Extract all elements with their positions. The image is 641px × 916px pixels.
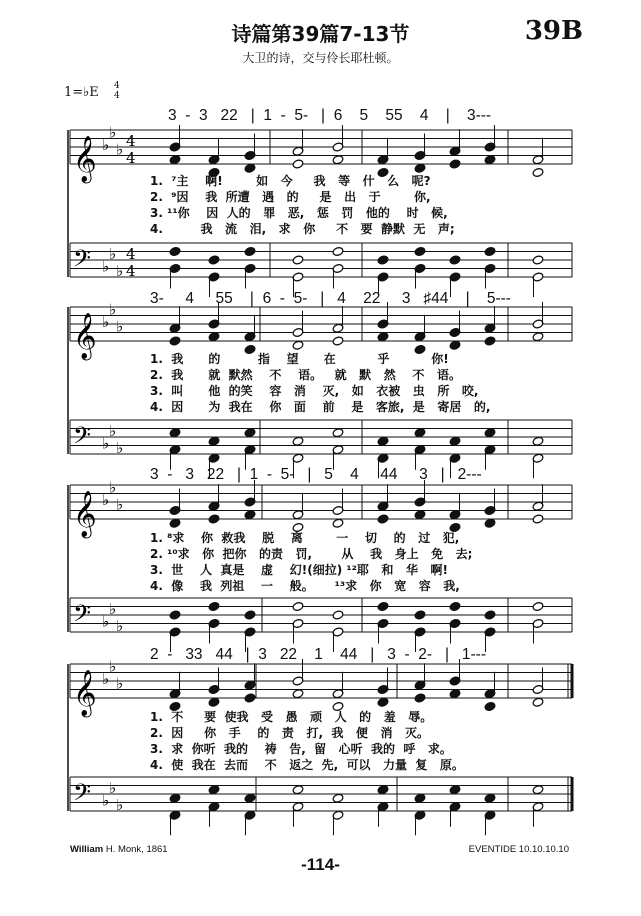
lyric-line-1-1: 1. ⁷主 啊! 如 今 我 等 什 么 呢? [150,174,431,188]
treble-note-lower [332,518,344,528]
flat-icon: ♭ [109,478,117,497]
bass-note [292,601,304,611]
bass-note [292,785,304,795]
treble-note-lower [169,155,181,165]
bass-clef-icon: 𝄢 [73,244,92,278]
treble-clef-icon: 𝄞 [73,313,97,359]
bass-note [377,601,389,611]
bass-note [414,793,426,803]
flat-icon: ♭ [116,795,124,814]
flat-icon: ♭ [109,244,117,263]
bass-note [414,428,426,438]
lyric-line-1-4: 4. 我 流 泪, 求 你 不 要 静默 无 声; [150,222,455,236]
treble-note-lower [532,332,544,342]
bass-note [169,428,181,438]
lyric-line-4-4: 4. 使 我在 去而 不 返之 先, 可以 力量 复 原。 [150,758,464,772]
treble-note-lower [449,689,461,699]
bass-note [449,436,461,446]
flat-icon: ♭ [102,612,110,631]
bass-note [332,793,344,803]
lyric-line-2-2: 2. 我 就 默然 不 语。 就 默 然 不 语。 [150,368,461,382]
bass-note [414,610,426,620]
treble-note-lower [414,693,426,703]
bass-note [169,246,181,256]
treble-note-lower [332,336,344,346]
flat-icon: ♭ [102,136,110,154]
meter-bottom: 4 [114,91,120,101]
composer-credit [70,844,168,855]
jianpu-line-2: 3- 4 55 | 6 - 5- | 4 22 3 ♯44 | 5--- [150,290,511,307]
lyric-line-2-4: 4. 因 为 我在 你 面 前 是 客旅, 是 寄居 的, [150,400,491,414]
treble-note-lower [244,510,256,520]
treble-note-lower [244,693,256,703]
flat-icon: ♭ [116,261,124,280]
treble-note-lower [484,518,496,528]
bass-note [244,246,256,256]
flat-icon: ♭ [109,123,117,142]
treble-note-lower [532,167,544,177]
bass-note [484,793,496,803]
lyric-line-3-2: 2. ¹⁰求 你 把你 的责 罚, 从 我 身上 免 去; [150,547,473,561]
bass-note [449,601,461,611]
time-sig-bottom: 4 [126,149,136,167]
time-sig-top: 4 [126,245,136,263]
bass-note [169,793,181,803]
treble-note-lower [169,336,181,346]
treble-note-lower [332,155,344,165]
flat-icon: ♭ [109,599,117,618]
flat-icon: ♭ [109,657,117,676]
flat-icon: ♭ [102,491,110,509]
bass-note [377,255,389,265]
flat-icon: ♭ [102,257,110,276]
treble-note-lower [532,697,544,707]
bass-note [484,246,496,256]
bass-note [208,601,220,611]
hymn-number: 39B [524,16,583,46]
flat-icon: ♭ [102,434,110,453]
lyric-line-1-3: 3. ¹¹你 因 人的 罪 恶, 惩 罚 他的 时 候, [150,206,448,220]
treble-note-lower [292,159,304,169]
flat-icon: ♭ [109,421,117,440]
lyric-line-3-4: 4. 像 我 列祖 一 般。 ¹³求 你 宽 容 我, [150,579,460,593]
treble-note-lower [292,340,304,350]
jianpu-line-3: 3 - 3 22 | 1 - 5- | 5 4 44 3 | 2--- [150,466,482,483]
bass-note [292,436,304,446]
treble-note-lower [377,332,389,342]
bass-clef-icon: 𝄢 [73,778,92,812]
treble-note-lower [208,697,220,707]
lyric-line-1-2: 2. ⁹因 我 所遭 遇 的 是 出 于 你, [150,190,431,204]
bass-note [484,610,496,620]
treble-note-lower [484,336,496,346]
lyric-line-3-1: 1. ⁸求 你 救我 脱 离 一 切 的 过 犯, [150,531,460,545]
treble-note-lower [169,518,181,528]
flat-icon: ♭ [116,495,124,514]
bass-note [244,428,256,438]
bass-clef-icon: 𝄢 [73,421,92,455]
lyric-line-4-3: 3. 求 你听 我的 祷 告, 留 心听 我的 呼 求。 [150,742,452,756]
treble-note-lower [484,155,496,165]
hymn-title: 诗篇第39篇7-13节 [231,22,410,46]
jianpu-line-4: 2 - 33 44 | 3 22 1 44 | 3 - 2- | 1--- [150,646,486,663]
flat-icon: ♭ [109,300,117,319]
treble-note-lower [414,510,426,520]
bass-note [377,785,389,795]
composer-first-name: William [70,844,104,855]
treble-note-lower [208,514,220,524]
hymn-subtitle: 大卫的诗，交与伶长耶杜顿。 [242,51,399,65]
treble-note-lower [208,332,220,342]
bass-note [532,785,544,795]
flat-icon: ♭ [109,778,117,797]
bass-note [208,255,220,265]
bass-note [414,246,426,256]
key-signature-label: 1=♭E [64,85,99,100]
flat-icon: ♭ [102,791,110,810]
lyric-line-2-3: 3. 叫 他 的笑 容 消 灭, 如 衣被 虫 所 咬, [150,384,479,398]
tune-name: EVENTIDE 10.10.10.10 [468,844,569,855]
bass-note [377,436,389,446]
bass-note [292,255,304,265]
bass-note [332,246,344,256]
bass-note [449,255,461,265]
flat-icon: ♭ [102,313,110,331]
bass-note [244,793,256,803]
treble-note-lower [532,514,544,524]
flat-icon: ♭ [116,674,124,693]
meter-top: 4 [114,81,120,91]
treble-note-lower [484,701,496,711]
bass-note [332,428,344,438]
treble-clef-icon: 𝄞 [73,670,97,716]
bass-note [208,436,220,446]
bass-note [169,610,181,620]
bass-note [332,610,344,620]
flat-icon: ♭ [116,616,124,635]
flat-icon: ♭ [102,670,110,688]
flat-icon: ♭ [116,438,124,457]
lyric-line-4-1: 1. 不 要 使我 受 愚 顽 人 的 羞 辱。 [150,710,433,724]
time-sig-bottom: 4 [126,262,136,280]
page-number: -114- [301,855,340,874]
bass-note [449,785,461,795]
treble-clef-icon: 𝄞 [73,136,97,182]
jianpu-line-1: 3 - 3 22 | 1 - 5- | 6 5 55 4 | 3--- [168,107,492,124]
flat-icon: ♭ [116,317,124,336]
lyric-line-2-1: 1. 我 的 指 望 在 乎 你! [150,352,449,366]
treble-note-lower [377,514,389,524]
bass-note [208,785,220,795]
bass-note [244,610,256,620]
treble-note-lower [292,689,304,699]
lyric-line-3-3: 3. 世 人 真是 虚 幻!(细拉) ¹²耶 和 华 啊! [150,563,448,577]
bass-note [532,436,544,446]
bass-note [532,601,544,611]
lyric-line-4-2: 2. 因 你 手 的 责 打, 我 便 消 灭。 [150,726,429,740]
flat-icon: ♭ [116,140,124,159]
composer-rest: H. Monk, 1861 [105,844,168,855]
time-sig-top: 4 [126,132,136,150]
treble-note-lower [449,340,461,350]
treble-note-lower [377,697,389,707]
bass-note [532,255,544,265]
bass-clef-icon: 𝄢 [73,599,92,633]
treble-note-lower [449,159,461,169]
treble-clef-icon: 𝄞 [73,491,97,537]
bass-note [484,428,496,438]
